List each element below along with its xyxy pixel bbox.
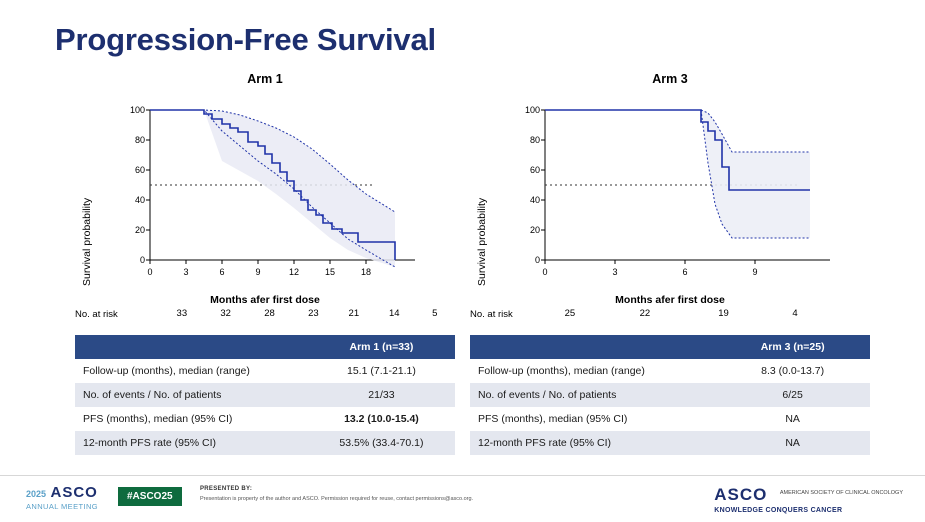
y-axis-label-arm3: Survival probability	[476, 197, 488, 286]
row-label: PFS (months), median (95% CI)	[75, 407, 308, 431]
svg-text:6: 6	[219, 267, 225, 277]
risk-label-arm3: No. at risk	[470, 309, 513, 320]
risk-value: 25	[564, 308, 576, 319]
svg-text:100: 100	[129, 105, 145, 115]
meeting-year: 2025	[26, 489, 47, 499]
society-name: AMERICAN SOCIETY OF CLINICAL ONCOLOGY	[779, 490, 903, 496]
svg-text:3: 3	[612, 267, 618, 277]
table-header-blank	[75, 335, 308, 359]
risk-row-arm1	[75, 308, 455, 321]
svg-text:40: 40	[134, 195, 145, 205]
svg-text:0: 0	[139, 255, 145, 265]
svg-text:9: 9	[255, 267, 261, 277]
row-value: 13.2 (10.0-15.4)	[308, 407, 455, 431]
risk-value: 19	[718, 308, 729, 319]
risk-value: 33	[176, 308, 188, 319]
svg-text:0: 0	[534, 255, 540, 265]
slide-footer	[0, 475, 925, 522]
table-row	[75, 431, 455, 455]
meeting-sub: ANNUAL MEETING	[26, 502, 98, 511]
row-label: No. of events / No. of patients	[470, 383, 715, 407]
svg-text:60: 60	[529, 165, 540, 175]
row-value: 21/33	[308, 383, 455, 407]
chart-title-arm1: Arm 1	[247, 72, 283, 86]
panel-arm1	[75, 72, 455, 455]
y-axis-label-arm1: Survival probability	[81, 197, 93, 286]
risk-value: 32	[220, 308, 231, 319]
table-header-row	[470, 335, 870, 359]
risk-label-arm1: No. at risk	[75, 309, 118, 320]
table-row	[470, 407, 870, 431]
svg-text:15: 15	[324, 267, 336, 277]
svg-text:0: 0	[542, 267, 548, 277]
table-row	[75, 359, 455, 383]
row-value: 15.1 (7.1-21.1)	[308, 359, 455, 383]
svg-text:80: 80	[529, 135, 540, 145]
society-tagline: KNOWLEDGE CONQUERS CANCER	[714, 507, 843, 514]
table-row	[75, 383, 455, 407]
table-row	[470, 359, 870, 383]
row-value: NA	[715, 407, 870, 431]
summary-table-arm3	[470, 335, 870, 455]
table-header-blank	[470, 335, 715, 359]
chart-title-arm3: Arm 3	[652, 72, 688, 86]
risk-value: 22	[639, 308, 651, 319]
row-value: 53.5% (33.4-70.1)	[308, 431, 455, 455]
svg-text:100: 100	[524, 105, 540, 115]
risk-value: 21	[348, 308, 360, 319]
row-label: No. of events / No. of patients	[75, 383, 308, 407]
panel-arm3	[470, 72, 870, 455]
svg-text:9: 9	[752, 267, 758, 277]
meeting-brand: ASCO	[50, 484, 98, 501]
row-label: PFS (months), median (95% CI)	[470, 407, 715, 431]
svg-text:20: 20	[134, 225, 145, 235]
table-header-arm1: Arm 1 (n=33)	[308, 335, 455, 359]
risk-value: 4	[792, 308, 798, 319]
risk-value: 28	[264, 308, 275, 319]
row-value: NA	[715, 431, 870, 455]
svg-text:12: 12	[288, 267, 300, 277]
svg-text:40: 40	[529, 195, 540, 205]
svg-text:0: 0	[147, 267, 153, 277]
risk-value: 14	[389, 308, 400, 319]
svg-text:18: 18	[360, 267, 372, 277]
risk-value: 23	[308, 308, 319, 319]
presented-by-block	[200, 486, 473, 502]
row-label: Follow-up (months), median (range)	[470, 359, 715, 383]
table-row	[470, 431, 870, 455]
x-axis-label-arm3: Months afer first dose	[615, 294, 725, 306]
permission-text: Presentation is property of the author and ASCO. Permission required for reuse, contact permissions@asco.org.	[200, 496, 474, 502]
row-label: Follow-up (months), median (range)	[75, 359, 308, 383]
table-row	[470, 383, 870, 407]
plot-arm1	[75, 90, 455, 305]
row-value: 6/25	[715, 383, 870, 407]
svg-text:3: 3	[183, 267, 189, 277]
row-label: 12-month PFS rate (95% CI)	[75, 431, 308, 455]
svg-text:20: 20	[529, 225, 540, 235]
hashtag-badge: #ASCO25	[118, 487, 182, 506]
presented-by-label: PRESENTED BY:	[200, 486, 253, 492]
asco-society-logo	[714, 485, 903, 514]
table-header-row	[75, 335, 455, 359]
society-brand: ASCO	[714, 485, 768, 504]
table-header-arm3: Arm 3 (n=25)	[715, 335, 870, 359]
km-curve-arm1	[75, 90, 455, 300]
row-label: 12-month PFS rate (95% CI)	[470, 431, 715, 455]
svg-text:6: 6	[682, 267, 688, 277]
summary-table-arm1	[75, 335, 455, 455]
plot-arm3	[470, 90, 870, 305]
risk-value: 5	[432, 308, 438, 319]
svg-text:60: 60	[134, 165, 145, 175]
asco-meeting-logo	[26, 484, 98, 511]
page-title: Progression-Free Survival	[55, 22, 436, 57]
row-value: 8.3 (0.0-13.7)	[715, 359, 870, 383]
risk-row-arm3	[470, 308, 870, 321]
x-axis-label-arm1: Months afer first dose	[210, 294, 320, 306]
km-curve-arm3	[470, 90, 870, 300]
table-row	[75, 407, 455, 431]
svg-text:80: 80	[134, 135, 145, 145]
